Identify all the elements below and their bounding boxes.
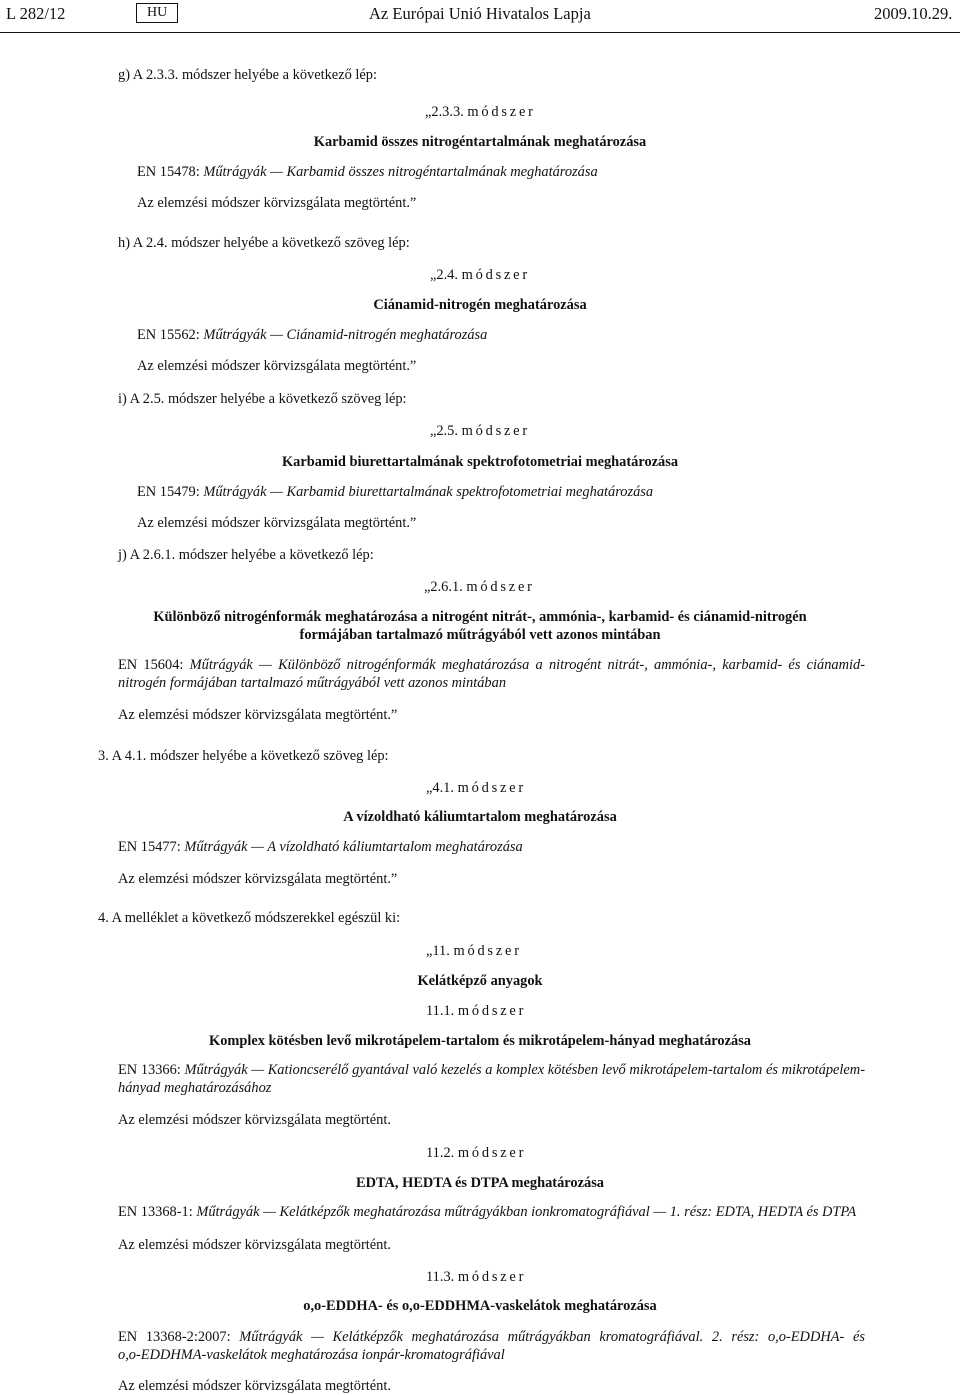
standard-title-line-1: Műtrágyák — Kationcserélő gyantával való kezelés a komplex kötésben levő mikrotápelem-tartalom és mikrotápelem-: [184, 1062, 865, 1078]
method-number: 11.1.: [426, 1003, 455, 1019]
amendment-intro-j: j) A 2.6.1. módszer helyébe a következő lép:: [118, 547, 374, 563]
method-title-2-6-1-line-1: Különböző nitrogénformák meghatározása a nitrogént nitrát-, ammónia-, karbamid- és ciánamid-nitrogén: [153, 609, 807, 625]
standard-reference-en15479: [137, 483, 653, 501]
method-number: „2.5.: [430, 423, 458, 439]
validation-note-11-3: Az elemzési módszer körvizsgálata megtörtént.: [118, 1378, 391, 1394]
standard-reference-en15477: [118, 838, 523, 856]
method-title-11-2: EDTA, HEDTA és DTPA meghatározása: [356, 1175, 604, 1191]
method-heading-11-2: [426, 1144, 526, 1162]
method-word: módszer: [457, 1003, 527, 1019]
amendment-intro-3: 3. A 4.1. módszer helyébe a következő szöveg lép:: [98, 748, 389, 764]
standard-title-line-1: Műtrágyák — Különböző nitrogénformák meghatározása a nitrogént nitrát-, ammónia-, karbamid- és ciánamid-: [189, 657, 865, 673]
validation-note-2-3-3: Az elemzési módszer körvizsgálata megtörtént.”: [137, 195, 417, 211]
standard-reference-en13368-2: [118, 1328, 865, 1346]
standard-code: EN 15604:: [118, 657, 184, 673]
method-word: módszer: [466, 579, 535, 595]
method-number: „4.1.: [426, 780, 454, 796]
method-number: 11.3.: [426, 1269, 455, 1285]
method-number: „11.: [426, 943, 450, 959]
validation-note-2-4: Az elemzési módszer körvizsgálata megtörtént.”: [137, 358, 417, 374]
standard-title: Műtrágyák — Karbamid biurettartalmának spektrofotometriai meghatározása: [203, 484, 654, 500]
standard-reference-en13366: [118, 1061, 865, 1079]
standard-title-line-2: hányad meghatározásához: [118, 1080, 272, 1096]
amendment-intro-h: h) A 2.4. módszer helyébe a következő szöveg lép:: [118, 235, 410, 251]
standard-reference-en15562: [137, 326, 487, 344]
method-heading-2-6-1: [424, 578, 535, 596]
standard-title: Műtrágyák — Karbamid összes nitrogéntartalmának meghatározása: [203, 164, 598, 180]
method-heading-2-3-3: [425, 103, 536, 121]
standard-reference-en13368-1: [118, 1203, 856, 1221]
method-word: módszer: [461, 423, 530, 439]
method-title-11: Kelátképző anyagok: [417, 973, 543, 989]
standard-code: EN 13366:: [118, 1062, 181, 1078]
standard-code: EN 15562:: [137, 327, 200, 343]
standard-code: EN 13368-2:2007:: [118, 1329, 231, 1345]
page-reference: L 282/12: [6, 4, 66, 23]
method-word: módszer: [457, 1145, 527, 1161]
standard-reference-en15604: [118, 656, 865, 674]
method-title-2-6-1-line-2: formájában tartalmazó műtrágyából vett azonos mintában: [299, 627, 661, 643]
method-number: „2.6.1.: [424, 579, 463, 595]
method-word: módszer: [457, 1269, 527, 1285]
method-title-4-1: A vízoldható káliumtartalom meghatározása: [343, 809, 617, 825]
method-heading-2-4: [430, 266, 530, 284]
standard-title: Műtrágyák — Kelátképzők meghatározása műtrágyákban ionkromatográfiával — 1. rész: EDTA, HEDTA és DTPA: [196, 1204, 857, 1220]
standard-title-line-2: o,o-EDDHMA-vaskelátok meghatározása ionpár-kromatográfiával: [118, 1347, 505, 1363]
method-word: módszer: [461, 267, 530, 283]
method-number: „2.4.: [430, 267, 458, 283]
standard-title-line-1: Műtrágyák — Kelátképzők meghatározása műtrágyákban kromatográfiával. 2. rész: o,o-EDDHA- és: [239, 1329, 865, 1345]
method-title-11-1: Komplex kötésben levő mikrotápelem-tartalom és mikrotápelem-hányad meghatározása: [209, 1033, 751, 1049]
amendment-intro-g: g) A 2.3.3. módszer helyébe a következő lép:: [118, 67, 377, 83]
method-number: 11.2.: [426, 1145, 455, 1161]
language-badge: HU: [136, 3, 178, 23]
method-title-2-5: Karbamid biurettartalmának spektrofotometriai meghatározása: [281, 454, 679, 470]
method-heading-4-1: [426, 779, 526, 797]
standard-title: Műtrágyák — A vízoldható káliumtartalom meghatározása: [184, 839, 523, 855]
method-word: módszer: [453, 943, 522, 959]
method-number: „2.3.3.: [425, 104, 464, 120]
standard-reference-en15478: [137, 163, 598, 181]
method-heading-11-1: [426, 1002, 526, 1020]
standard-code: EN 13368-1:: [118, 1204, 193, 1220]
page-header: [0, 0, 960, 30]
validation-note-4-1: Az elemzési módszer körvizsgálata megtörtént.”: [118, 871, 398, 887]
validation-note-11-1: Az elemzési módszer körvizsgálata megtörtént.: [118, 1112, 391, 1128]
method-heading-11-3: [426, 1268, 526, 1286]
publication-date: 2009.10.29.: [874, 4, 953, 23]
standard-title-line-2: nitrogén formájában tartalmazó műtrágyából vett azonos mintában: [118, 675, 507, 691]
method-heading-11: [426, 942, 522, 960]
method-title-11-3: o,o-EDDHA- és o,o-EDDHMA-vaskelátok meghatározása: [303, 1298, 657, 1314]
standard-code: EN 15477:: [118, 839, 181, 855]
method-heading-2-5: [430, 422, 530, 440]
standard-code: EN 15479:: [137, 484, 200, 500]
header-divider: [0, 32, 960, 33]
method-title-2-3-3: Karbamid összes nitrogéntartalmának meghatározása: [313, 134, 647, 150]
method-title-2-4: Ciánamid-nitrogén meghatározása: [373, 297, 587, 313]
standard-code: EN 15478:: [137, 164, 200, 180]
validation-note-2-6-1: Az elemzési módszer körvizsgálata megtörtént.”: [118, 707, 398, 723]
validation-note-11-2: Az elemzési módszer körvizsgálata megtörtént.: [118, 1237, 391, 1253]
journal-title: Az Európai Unió Hivatalos Lapja: [369, 4, 591, 23]
standard-title: Műtrágyák — Ciánamid-nitrogén meghatározása: [203, 327, 488, 343]
validation-note-2-5: Az elemzési módszer körvizsgálata megtörtént.”: [137, 515, 417, 531]
amendment-intro-i: i) A 2.5. módszer helyébe a következő szöveg lép:: [118, 391, 407, 407]
method-word: módszer: [467, 104, 536, 120]
amendment-intro-4: 4. A melléklet a következő módszerekkel egészül ki:: [98, 910, 401, 926]
method-word: módszer: [457, 780, 526, 796]
